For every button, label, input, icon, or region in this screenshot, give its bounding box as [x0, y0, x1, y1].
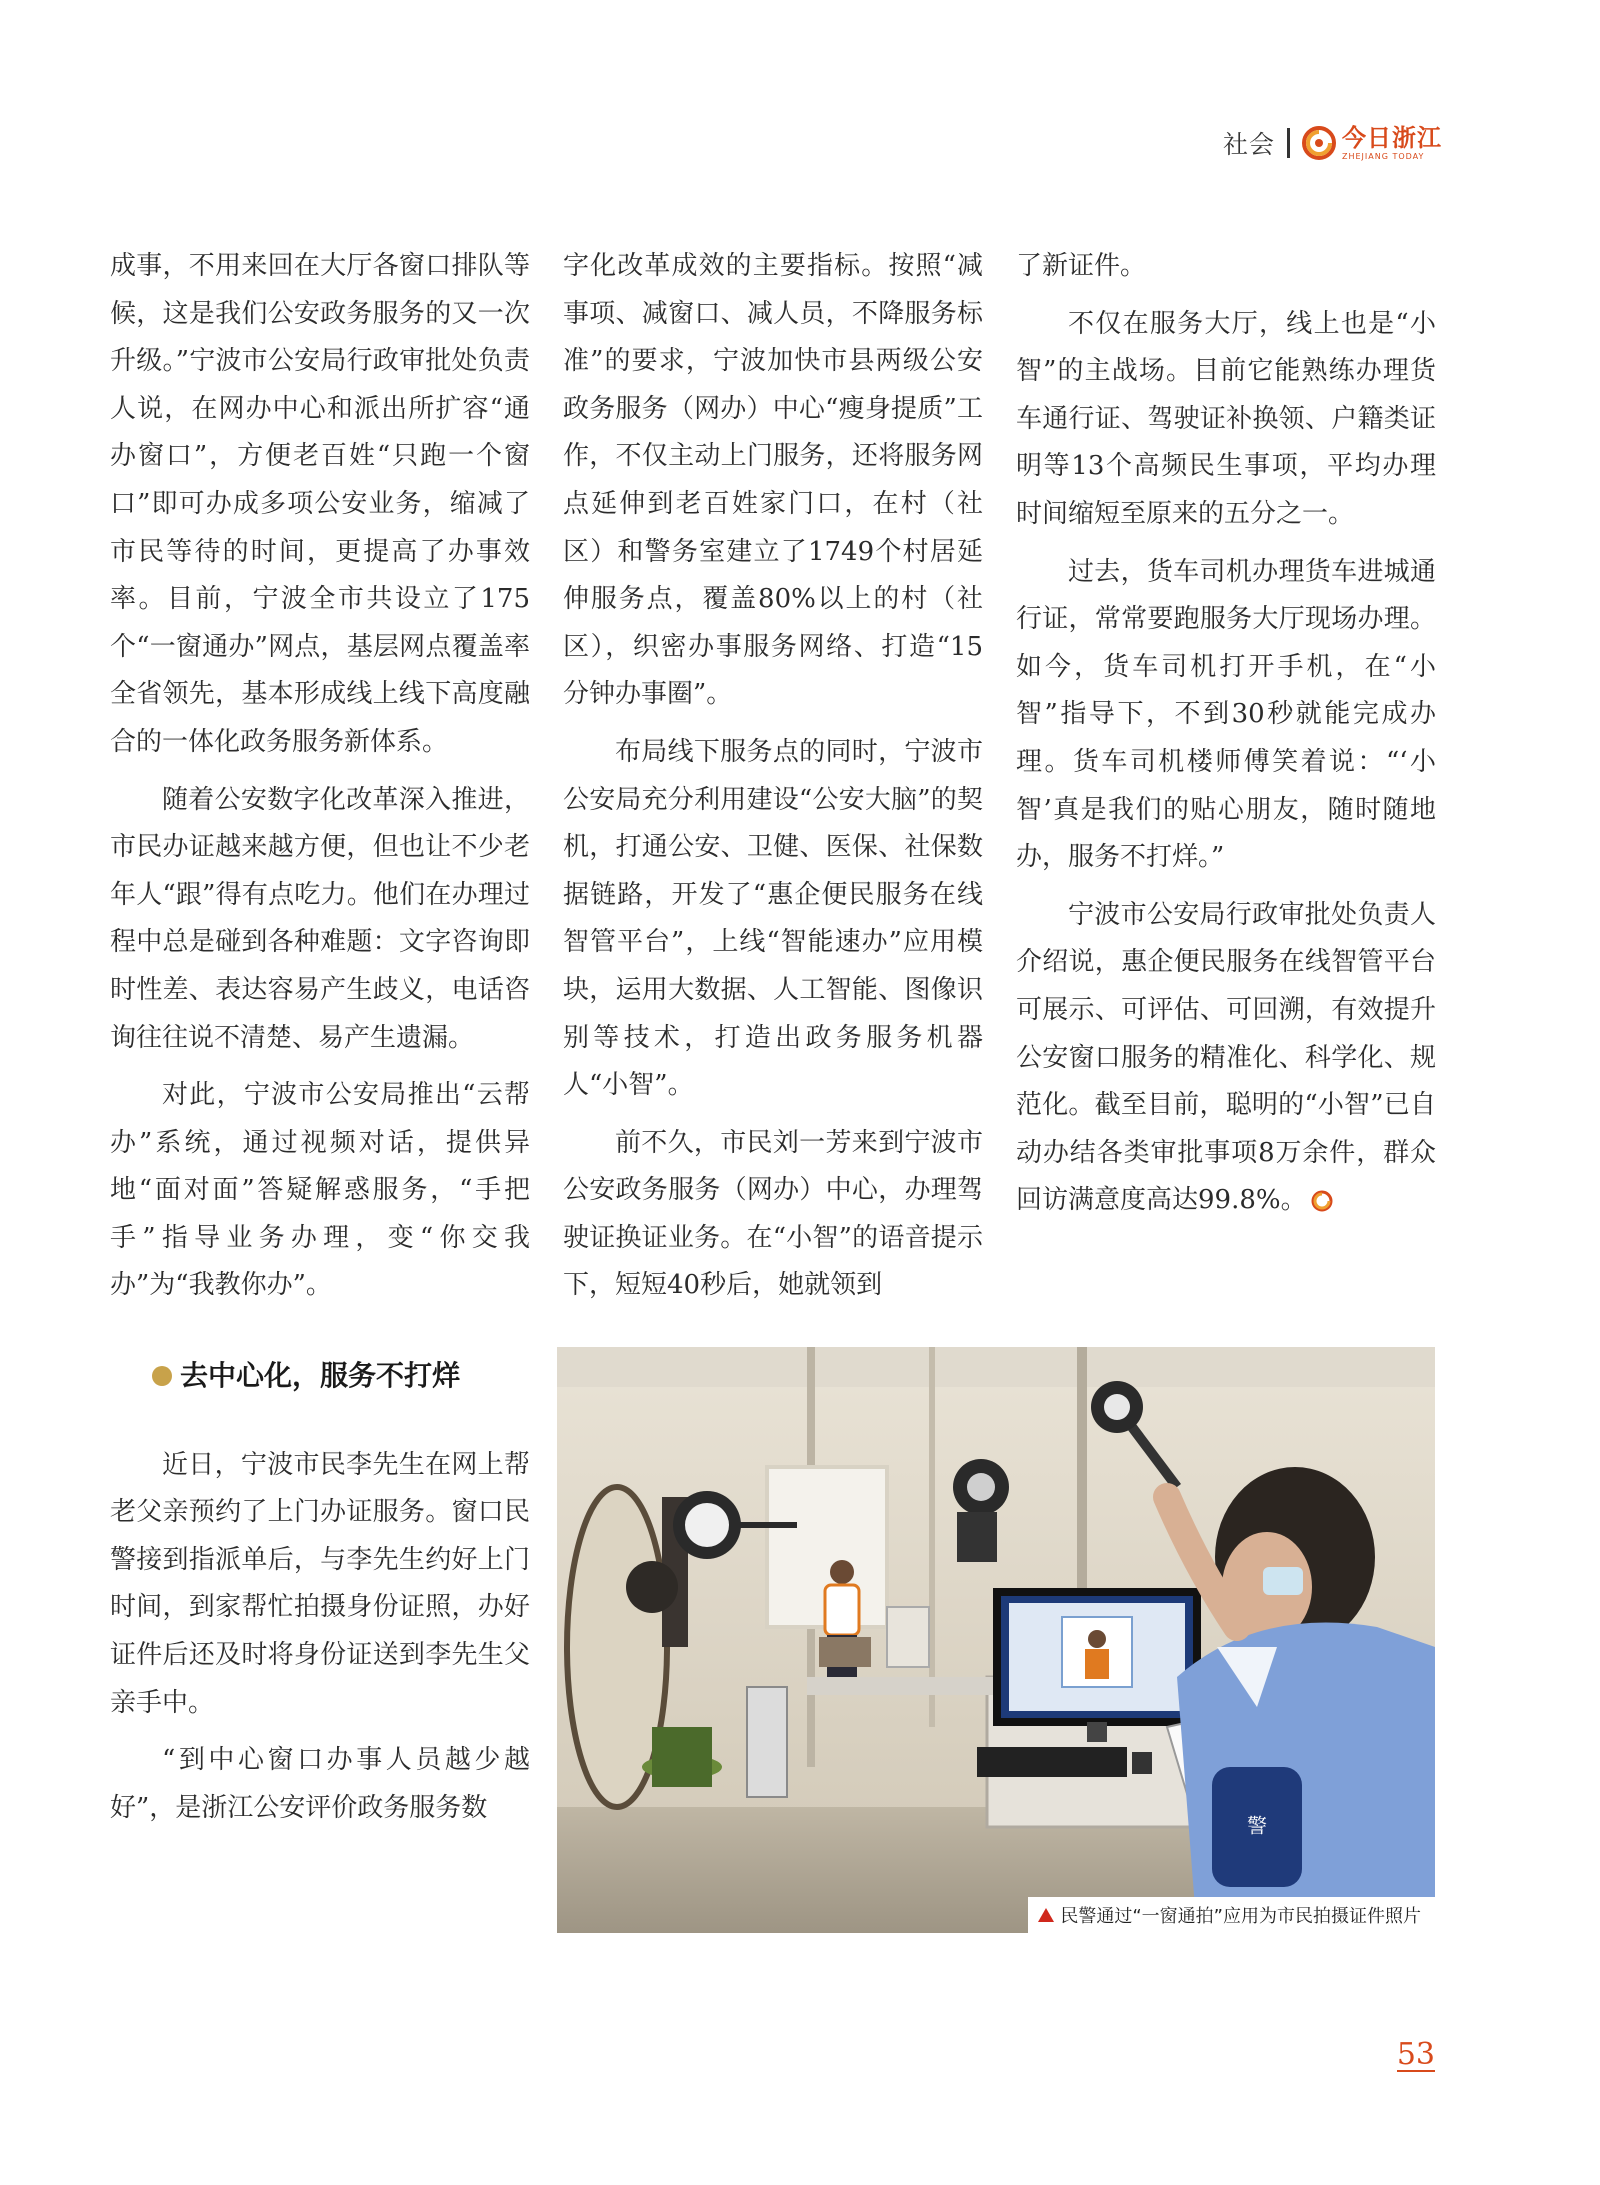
paragraph: “到中心窗口办事人员越少越好”，是浙江公安评价政务服务数	[110, 1745, 530, 1823]
end-mark-icon	[1311, 1190, 1333, 1212]
paragraph: 对此，宁波市公安局推出“云帮办”系统，通过视频对话，提供异地“面对面”答疑解惑服务，“手把手”指导业务办理，变“你交我办”为“我教你办”。	[110, 1080, 530, 1301]
paragraph: 布局线下服务点的同时，宁波市公安局充分利用建设“公安大脑”的契机，打通公安、卫健、医保、社保数据链路，开发了“惠企便民服务在线智管平台”，上线“智能速办”应用模块，运用大数据、人工智能、图像识别等技术，打造出政务服务机器人“小智”。	[563, 736, 983, 1101]
paragraph: 近日，宁波市民李先生在网上帮老父亲预约了上门办证服务。窗口民警接到指派单后，与李先生约好上门时间，到家帮忙拍摄身份证照，办好证件后还及时将身份证送到李先生父亲手中。	[110, 1449, 530, 1718]
section-label: 社会	[1222, 130, 1275, 159]
bullet-dot-icon	[152, 1366, 172, 1386]
header-divider	[1287, 128, 1290, 158]
article-column-1	[110, 243, 530, 1832]
magazine-logo	[1302, 123, 1442, 161]
photo-illustration	[557, 1347, 1435, 1933]
logo-subtext: ZHEJIANG TODAY	[1342, 151, 1425, 161]
paragraph: 前不久，市民刘一芳来到宁波市公安政务服务（网办）中心，办理驾驶证换证业务。在“小智”的语音提示下，短短40秒后，她就领到	[563, 1127, 983, 1301]
paragraph: 字化改革成效的主要指标。按照“减事项、减窗口、减人员，不降服务标准”的要求，宁波加快市县两级公安政务服务（网办）中心“瘦身提质”工作，不仅主动上门服务，还将服务网点延伸到老百姓家门口，在村（社区）和警务室建立了1749个村居延伸服务点，覆盖80%以上的村（社区），织密办事服务网络、打造“15分钟办事圈”。	[563, 251, 983, 710]
paragraph-text: 宁波市公安局行政审批处负责人介绍说，惠企便民服务在线智管平台可展示、可评估、可回溯，有效提升公安窗口服务的精准化、科学化、规范化。截至目前，聪明的“小智”已自动办结各类审批事项8万余件，群众回访满意度高达99.8%。	[1016, 899, 1436, 1216]
page-number: 53	[1396, 2037, 1435, 2072]
page-header	[1223, 118, 1442, 168]
police-badge-text: 警	[1247, 1813, 1267, 1838]
paragraph: 不仅在服务大厅，线上也是“小智”的主战场。目前它能熟练办理货车通行证、驾驶证补换领、户籍类证明等13个高频民生事项，平均办理时间缩短至原来的五分之一。	[1016, 308, 1436, 529]
article-photo	[557, 1347, 1435, 1933]
paragraph: 成事，不用来回在大厅各窗口排队等候，这是我们公安政务服务的又一次升级。”宁波市公安局行政审批处负责人说，在网办中心和派出所扩容“通办窗口”，方便老百姓“只跑一个窗口”即可办成多项公安业务，缩减了市民等待的时间，更提高了办事效率。目前，宁波全市共设立了175个“一窗通办”网点，基层网点覆盖率全省领先，基本形成线上线下高度融合的一体化政务服务新体系。	[110, 251, 530, 757]
article-column-3	[1016, 243, 1436, 1225]
swirl-logo-icon	[1302, 126, 1336, 160]
article-column-2	[563, 243, 983, 1310]
caption-text: 民警通过“一窗通拍”应用为市民拍摄证件照片	[1060, 1906, 1421, 1927]
paragraph: 随着公安数字化改革深入推进，市民办证越来越方便，但也让不少老年人“跟”得有点吃力。他们在办理过程中总是碰到各种难题：文字咨询即时性差、表达容易产生歧义，电话咨询往往说不清楚、易产生遗漏。	[110, 784, 530, 1053]
section-subheading	[152, 1352, 530, 1400]
paragraph	[1016, 892, 1436, 1225]
paragraph: 了新证件。	[1016, 251, 1147, 281]
subheading-text: 去中心化，服务不打烊	[180, 1359, 461, 1393]
paragraph: 过去，货车司机办理货车进城通行证，常常要跑服务大厅现场办理。如今，货车司机打开手机，在“小智”指导下，不到30秒就能完成办理。货车司机楼师傅笑着说：“‘小智’真是我们的贴心朋友，随时随地办，服务不打烊。”	[1016, 556, 1436, 873]
photo-caption	[1028, 1897, 1435, 1933]
caption-marker-icon	[1038, 1908, 1054, 1922]
logo-text: 今日浙江	[1342, 123, 1442, 152]
